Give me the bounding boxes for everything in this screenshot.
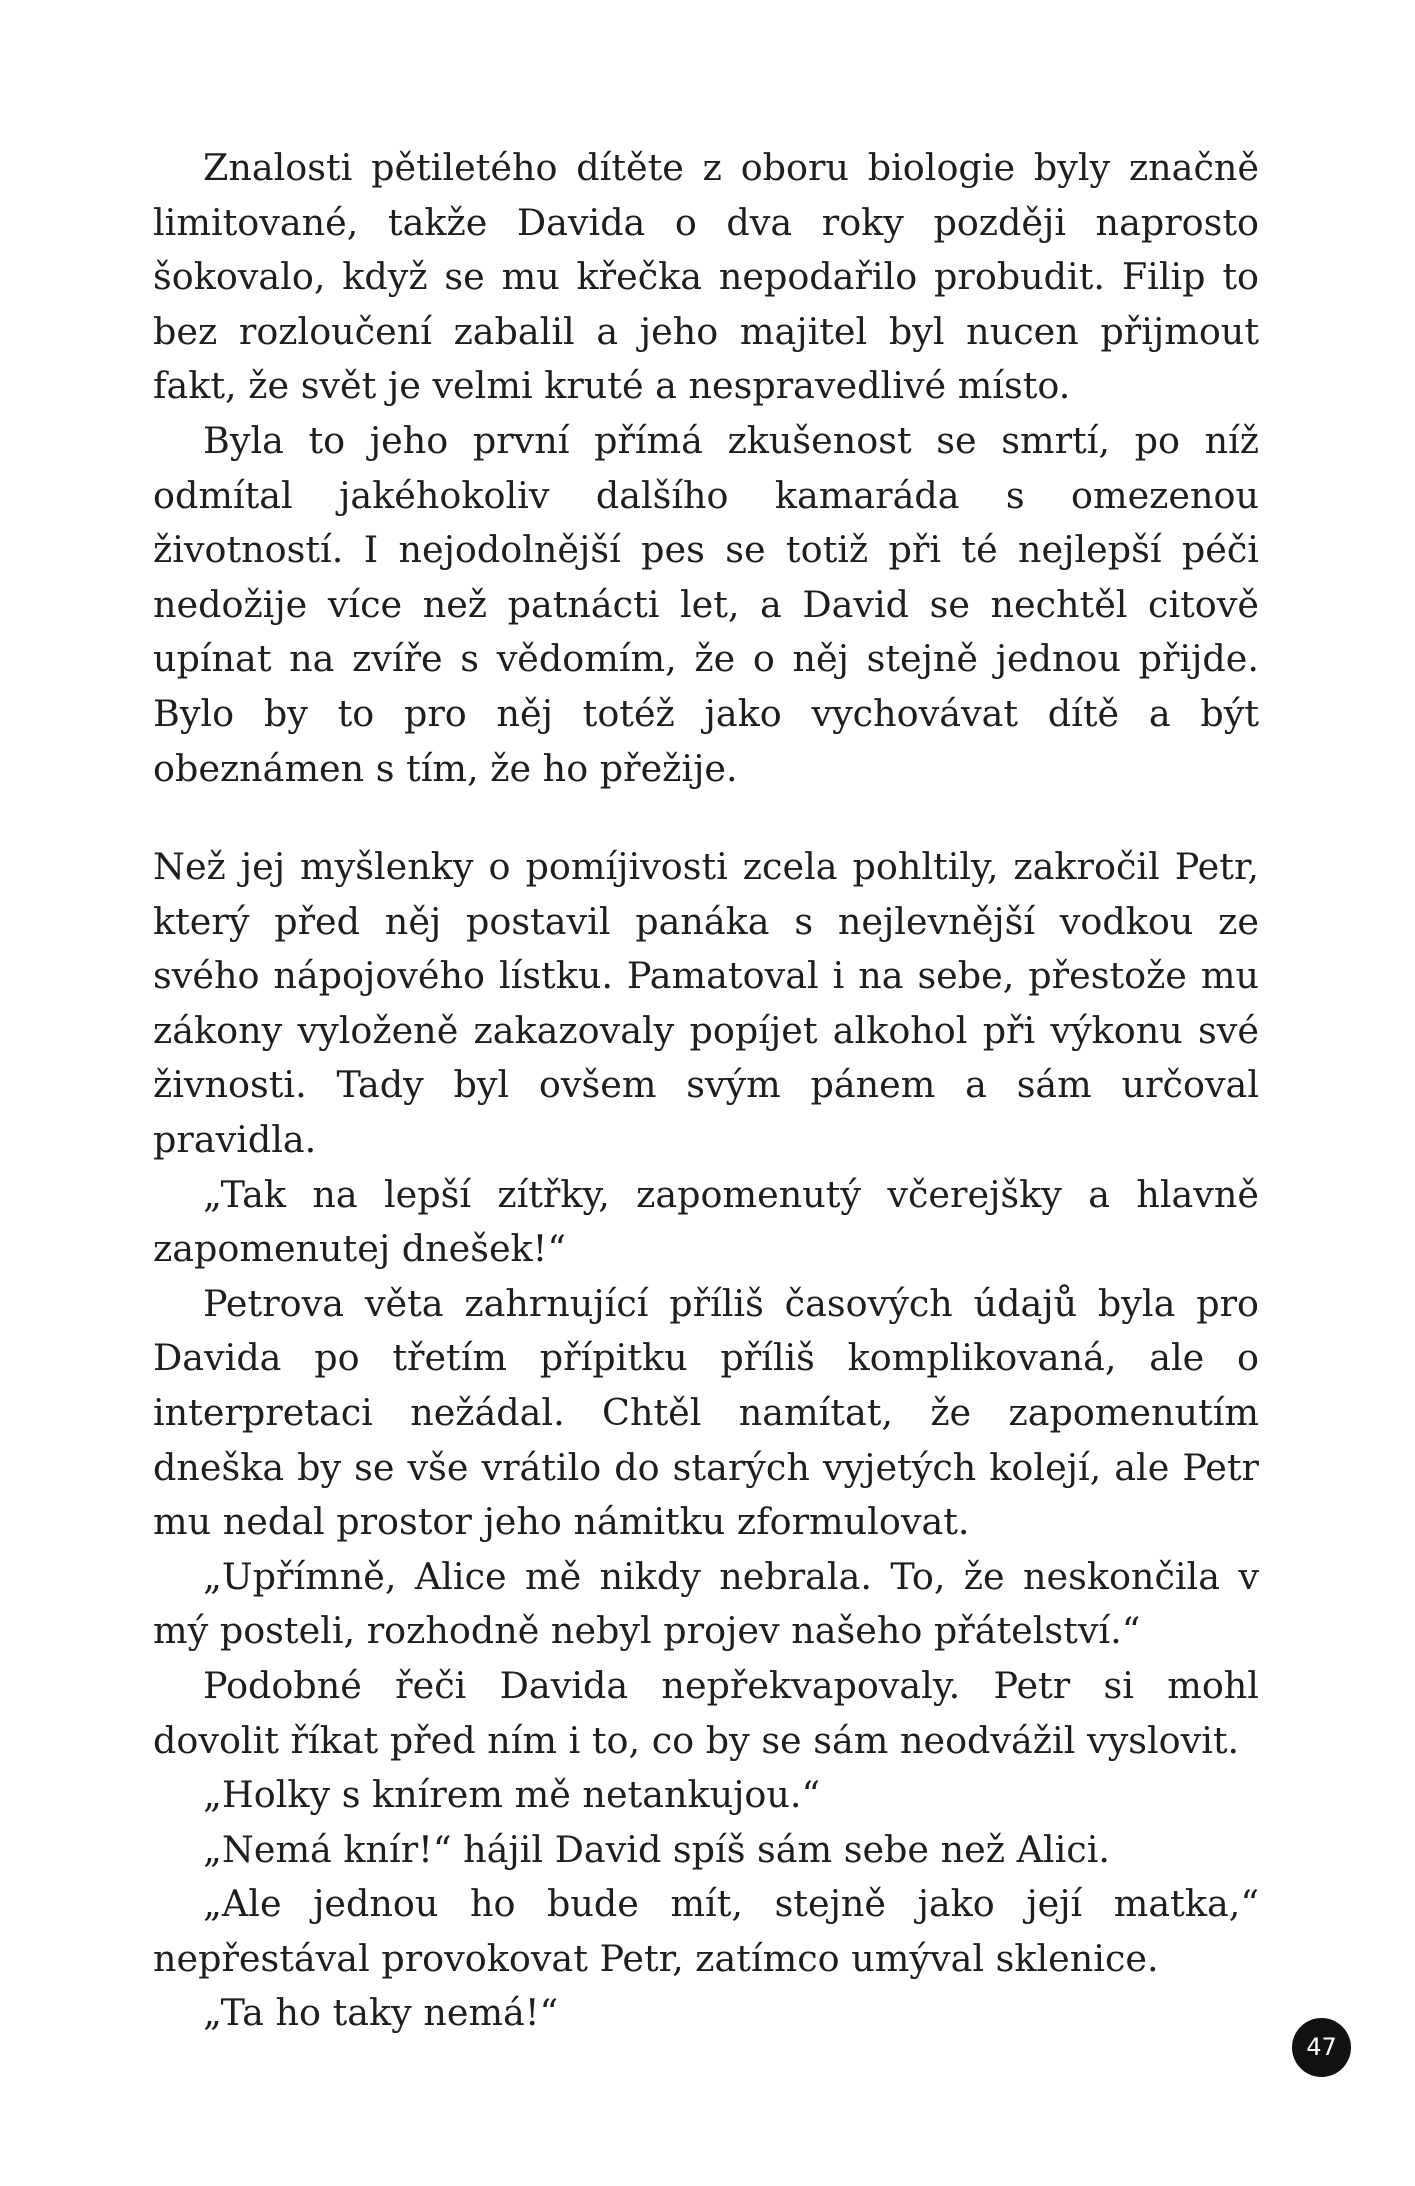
page-number-badge: 47 [1292, 2018, 1351, 2077]
dialogue-line: „Tak na lepší zítřky, zapomenutý včerejšky a hlavně zapomenutej dnešek!“ [153, 1172, 1259, 1271]
paragraph: Než jej myšlenky o pomíjivosti zcela pohltily, zakročil Petr, který před něj postavil panáka s nejlevnější vodkou ze svého nápojového lístku. Pamatoval i na sebe, přestože mu zákony vyloženě zakazovaly popíjet alkohol při výkonu své živnosti. Tady byl ovšem svým pánem a sám určoval pravidla. [153, 845, 1259, 1161]
dialogue-line: „Nemá knír!“ hájil David spíš sám sebe než Alici. [203, 1827, 1110, 1871]
text-section-2 [153, 840, 1259, 2041]
dialogue-line: „Upřímně, Alice mě nikdy nebrala. To, že neskončila v mý posteli, rozhodně nebyl projev našeho přátelství.“ [153, 1554, 1259, 1653]
paragraph: Podobné řeči Davida nepřekvapovaly. Petr si mohl dovolit říkat před ním i to, co by se sám neodvážil vyslovit. [153, 1663, 1259, 1762]
dialogue-line: „Holky s knírem mě netankujou.“ [203, 1773, 821, 1817]
text-section-1 [153, 141, 1259, 796]
paragraph: Petrova věta zahrnující příliš časových údajů byla pro Davida po třetím přípitku příliš komplikovaná, ale o interpretaci nežádal. Chtěl namítat, že zapomenutím dneška by se vše vrátilo do starých vyjetých kolejí, ale Petr mu nedal prostor jeho námitku zformulovat. [153, 1281, 1259, 1544]
paragraph: Znalosti pětiletého dítěte z oboru biologie byly značně limitované, takže Davida o dva roky později naprosto šokovalo, když se mu křečka nepodařilo probudit. Filip to bez rozloučení zabalil a jeho majitel byl nucen přijmout fakt, že svět je velmi kruté a nespravedlivé místo. [153, 146, 1259, 408]
dialogue-line: „Ta ho taky nemá!“ [203, 1991, 559, 2035]
dialogue-line: „Ale jednou ho bude mít, stejně jako její matka,“ nepřestával provokovat Petr, zatímco umýval sklenice. [153, 1882, 1259, 1980]
paragraph: Byla to jeho první přímá zkušenost se smrtí, po níž odmítal jakéhokoliv dalšího kamaráda s omezenou životností. I nejodolnější pes se totiž při té nejlepší péči nedožije více než patnácti let, a David se nechtěl citově upínat na zvíře s vědomím, že o něj stejně jednou přijde. Bylo by to pro něj totéž jako vychovávat dítě a být obeznámen s tím, že ho přežije. [153, 418, 1259, 790]
